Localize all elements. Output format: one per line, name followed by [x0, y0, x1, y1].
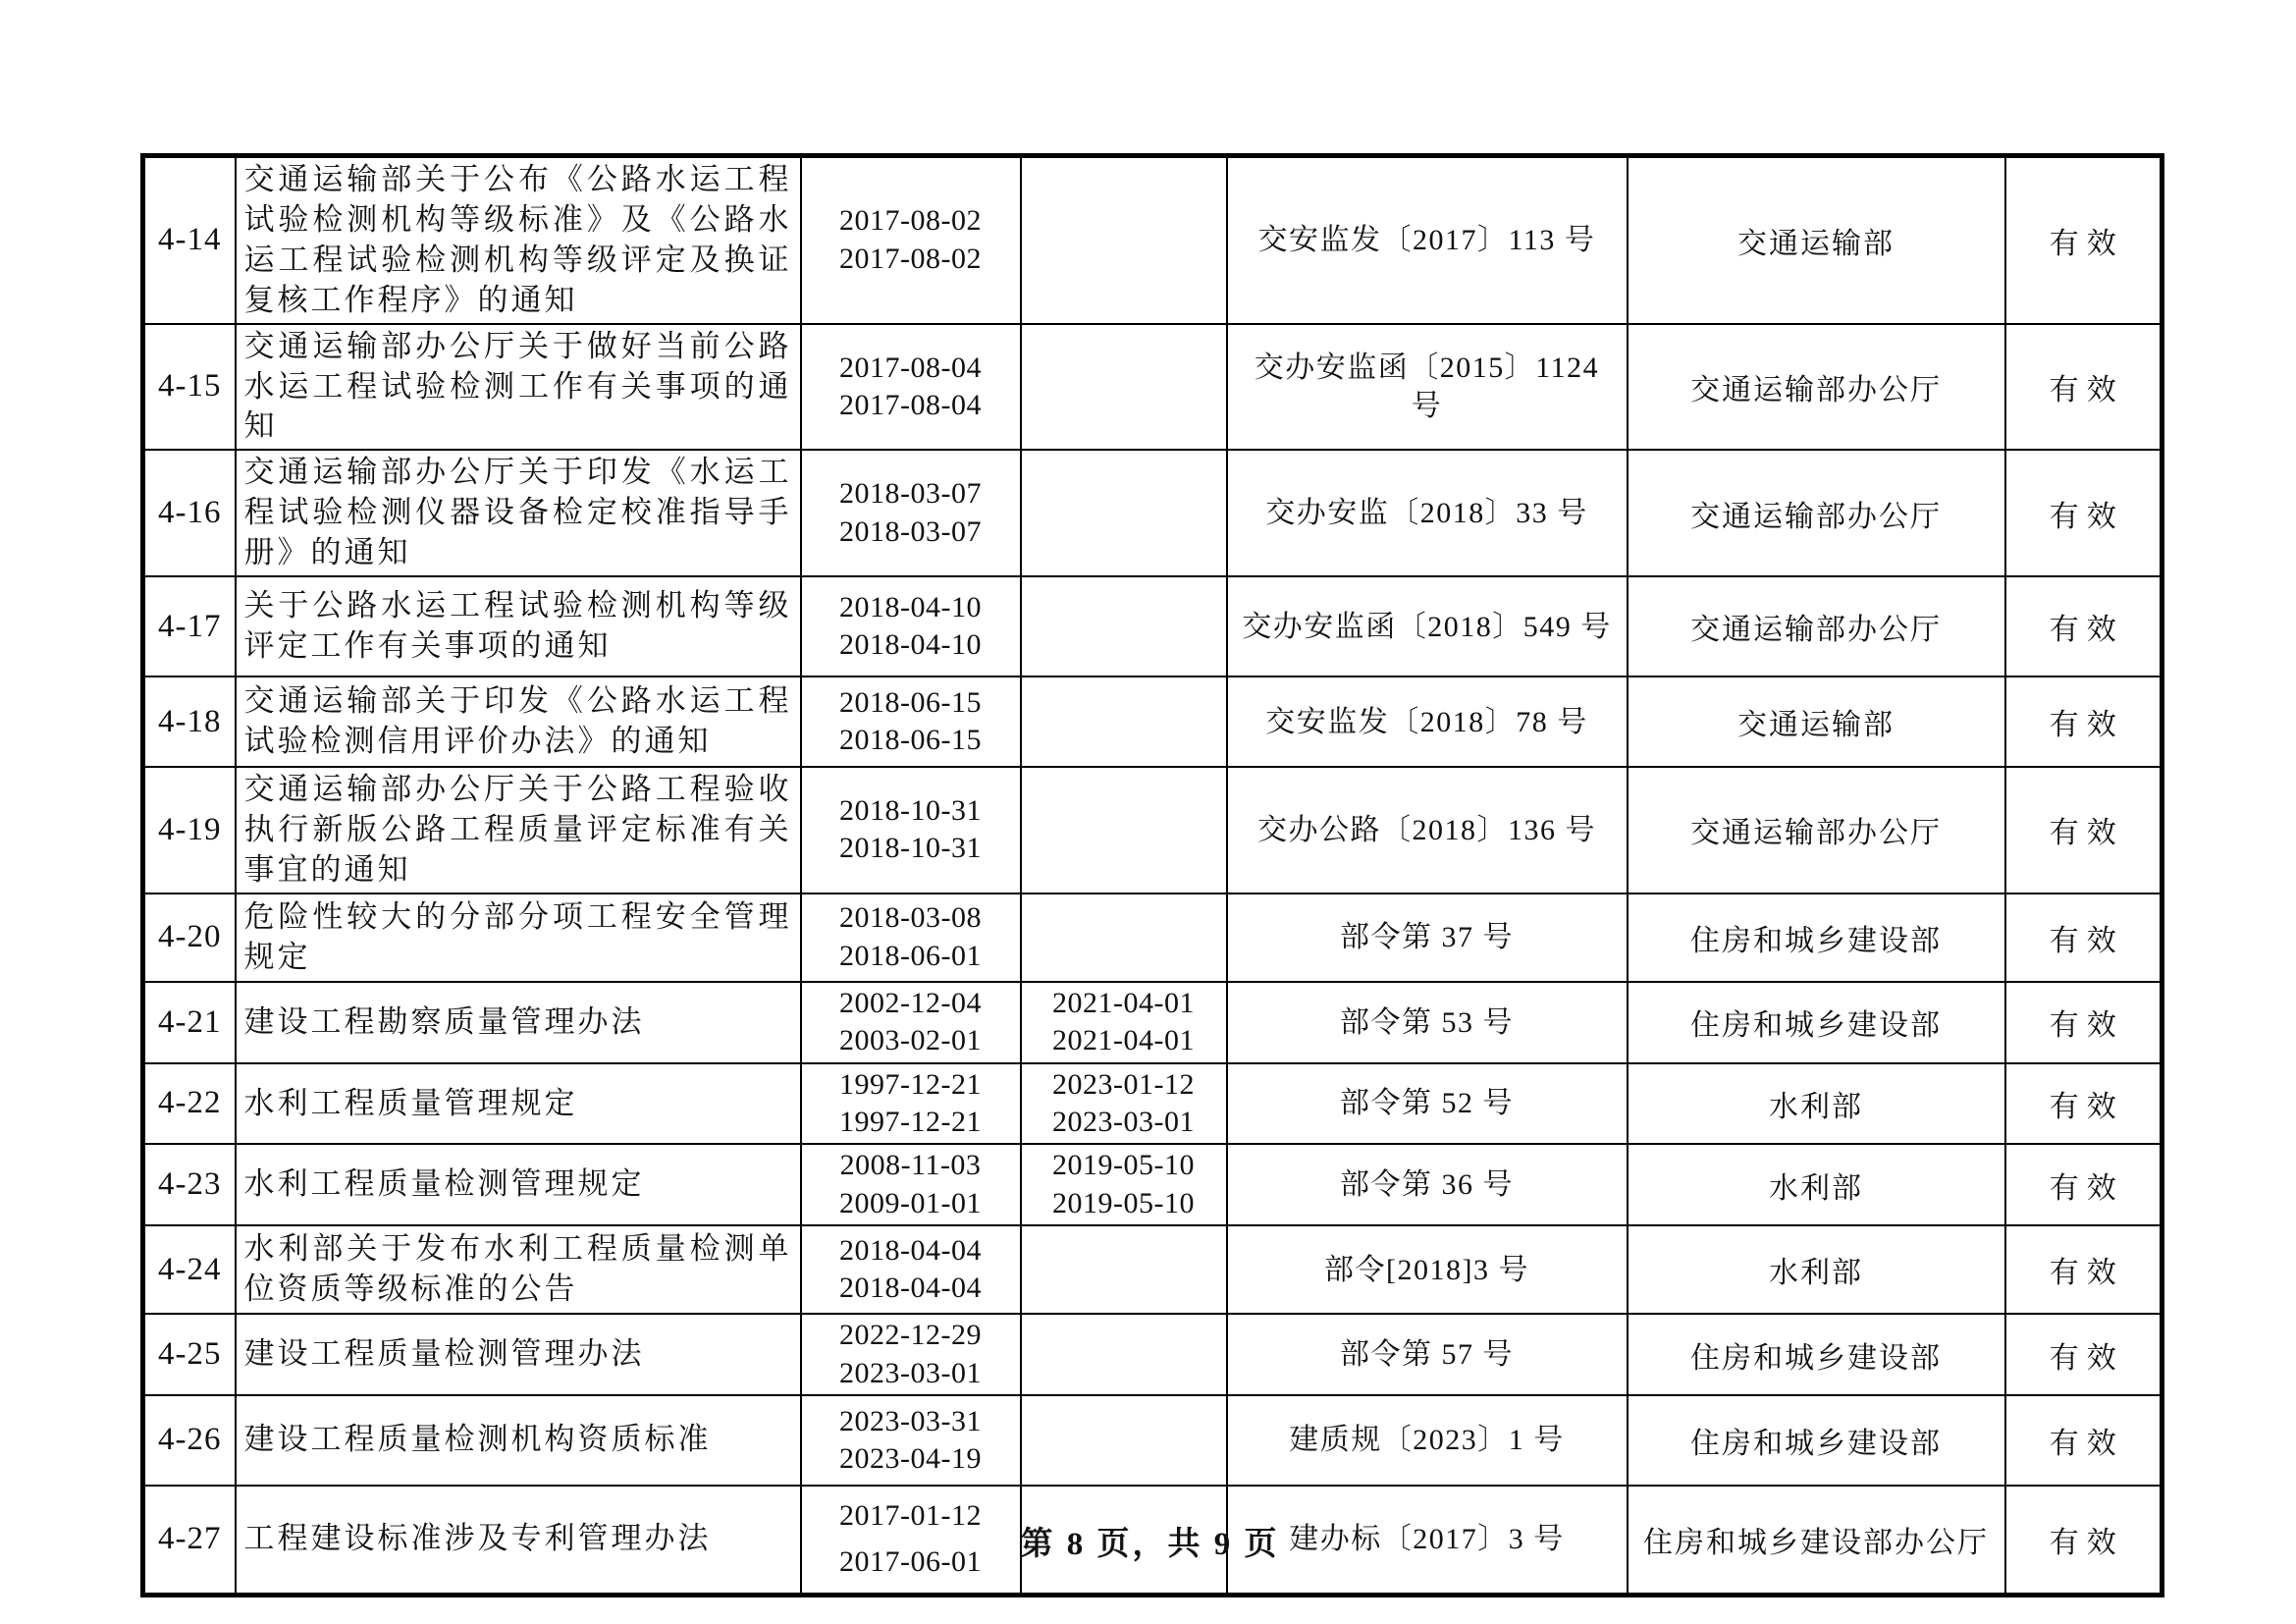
title-cell: [236, 324, 801, 451]
revision-dates-cell: [1021, 677, 1227, 767]
doc-number-cell: [1227, 982, 1628, 1063]
title-cell: [236, 156, 801, 324]
status-cell: [2005, 576, 2163, 677]
revision-dates-cell: [1021, 1225, 1227, 1314]
row-number: 4-21: [158, 1003, 222, 1040]
table-row: [143, 156, 2163, 324]
row-number-cell: [143, 677, 236, 767]
row-number: 4-14: [158, 222, 222, 258]
issue-date: 2018-03-08: [839, 901, 982, 935]
issuer-cell: [1628, 982, 2005, 1063]
revision-effective-date: 2021-04-01: [1052, 1024, 1195, 1057]
issue-dates-cell: [801, 677, 1021, 767]
issue-dates-cell: [801, 450, 1021, 576]
regulation-title: 交通运输部办公厅关于做好当前公路水运工程试验检测工作有关事项的通知: [243, 328, 792, 444]
issuer: 水利部: [1769, 1090, 1863, 1123]
issue-dates-cell: [801, 982, 1021, 1063]
title-cell: [236, 576, 801, 677]
row-number-cell: [143, 893, 236, 982]
table-row: [143, 1314, 2163, 1395]
doc-number: 部令第 36 号: [1340, 1168, 1514, 1202]
doc-number: 建质规〔2023〕1 号: [1289, 1424, 1565, 1457]
issuer: 水利部: [1769, 1171, 1863, 1205]
issue-date: 2017-08-02: [839, 204, 982, 238]
revision-dates-cell: [1021, 893, 1227, 982]
revision-effective-date: 2023-03-01: [1052, 1105, 1195, 1138]
regulation-title: 关于公路水运工程试验检测机构等级评定工作有关事项的通知: [243, 588, 792, 664]
effective-date: 2018-06-15: [839, 724, 982, 757]
issuer: 交通运输部: [1737, 709, 1895, 742]
doc-number-cell: [1227, 324, 1628, 451]
title-cell: [236, 982, 801, 1063]
page-footer: 第 8 页，共 9 页: [1020, 1527, 1280, 1562]
issue-date: 2017-08-04: [839, 351, 982, 384]
status-badge: 有效: [2049, 1341, 2124, 1375]
status-cell: [2005, 1063, 2163, 1145]
regulation-title: 交通运输部关于公布《公路水运工程试验检测机构等级标准》及《公路水运工程试验检测机构等级评定及换证复核工作程序》的通知: [243, 162, 792, 317]
regulation-title: 交通运输部办公厅关于印发《水运工程试验检测仪器设备检定校准指导手册》的通知: [243, 455, 792, 570]
table-row: [143, 1225, 2163, 1314]
effective-date: 2017-08-02: [839, 242, 982, 275]
issue-date: 2018-04-10: [839, 590, 982, 623]
issuer-cell: [1628, 156, 2005, 324]
issuer: 水利部: [1769, 1257, 1863, 1290]
issue-dates-cell: [801, 324, 1021, 451]
row-number: 4-22: [158, 1085, 222, 1121]
regulation-title: 建设工程勘察质量管理办法: [243, 1003, 645, 1039]
issue-dates-cell: [801, 156, 1021, 324]
row-number: 4-25: [158, 1336, 222, 1373]
row-number: 4-17: [158, 608, 222, 644]
status-cell: [2005, 767, 2163, 893]
doc-number-cell: [1227, 1314, 1628, 1395]
status-cell: [2005, 324, 2163, 451]
table-row: [143, 576, 2163, 677]
issue-dates-cell: [801, 1395, 1021, 1486]
doc-number: 部令第 52 号: [1340, 1087, 1514, 1120]
issuer-cell: [1628, 1314, 2005, 1395]
title-cell: [236, 767, 801, 893]
title-cell: [236, 1395, 801, 1486]
row-number: 4-20: [158, 919, 222, 955]
revision-date: 2023-01-12: [1052, 1067, 1195, 1101]
issue-date: 1997-12-21: [839, 1067, 982, 1101]
revision-dates-cell: [1021, 576, 1227, 677]
issuer-cell: [1628, 576, 2005, 677]
row-number: 4-27: [158, 1521, 222, 1557]
status-badge: 有效: [2049, 817, 2124, 850]
issuer: 住房和城乡建设部: [1690, 1341, 1942, 1375]
issue-dates-cell: [801, 1063, 1021, 1145]
row-number: 4-23: [158, 1166, 222, 1203]
status-cell: [2005, 156, 2163, 324]
issue-date: 2008-11-03: [839, 1149, 982, 1182]
effective-date: 2018-03-07: [839, 514, 982, 548]
row-number: 4-26: [158, 1422, 222, 1458]
status-badge: 有效: [2049, 227, 2124, 260]
row-number: 4-15: [158, 368, 222, 405]
status-cell: [2005, 1144, 2163, 1225]
status-badge: 有效: [2049, 1009, 2124, 1043]
status-cell: [2005, 893, 2163, 982]
status-cell: [2005, 1395, 2163, 1486]
revision-dates-cell: [1021, 324, 1227, 451]
row-number: 4-18: [158, 703, 222, 739]
issuer-cell: [1628, 1395, 2005, 1486]
status-badge: 有效: [2049, 1526, 2124, 1559]
effective-date: 2018-10-31: [839, 832, 982, 865]
effective-date: 2009-01-01: [839, 1186, 982, 1219]
regulation-title: 工程建设标准涉及专利管理办法: [243, 1521, 712, 1556]
table-row: [143, 677, 2163, 767]
doc-number: 建办标〔2017〕3 号: [1289, 1523, 1565, 1556]
issue-date: 2023-03-31: [839, 1404, 982, 1437]
doc-number: 交办安监〔2018〕33 号: [1265, 497, 1588, 530]
regulation-title: 水利部关于发布水利工程质量检测单位资质等级标准的公告: [243, 1231, 792, 1307]
status-cell: [2005, 1314, 2163, 1395]
doc-number-cell: [1227, 1063, 1628, 1145]
issuer-cell: [1628, 677, 2005, 767]
issuer: 交通运输部办公厅: [1690, 614, 1942, 647]
revision-date: 2021-04-01: [1052, 986, 1195, 1019]
row-number: 4-19: [158, 811, 222, 847]
doc-number: 部令第 53 号: [1340, 1005, 1514, 1039]
issuer: 住房和城乡建设部: [1690, 1009, 1942, 1043]
row-number-cell: [143, 1314, 236, 1395]
doc-number-cell: [1227, 893, 1628, 982]
status-badge: 有效: [2049, 373, 2124, 406]
effective-date: 1997-12-21: [839, 1105, 982, 1138]
status-cell: [2005, 450, 2163, 576]
status-badge: 有效: [2049, 1257, 2124, 1290]
issuer: 交通运输部办公厅: [1690, 817, 1942, 850]
effective-date: 2003-02-01: [839, 1024, 982, 1057]
table-row: [143, 1144, 2163, 1225]
issuer: 住房和城乡建设部: [1690, 924, 1942, 957]
title-cell: [236, 677, 801, 767]
issue-dates-cell: [801, 1314, 1021, 1395]
issuer-cell: [1628, 1063, 2005, 1145]
issuer-cell: [1628, 1225, 2005, 1314]
row-number-cell: [143, 767, 236, 893]
effective-date: 2018-04-04: [839, 1272, 982, 1305]
row-number: 4-16: [158, 495, 222, 531]
revision-dates-cell: [1021, 1144, 1227, 1225]
effective-date: 2017-08-04: [839, 388, 982, 421]
doc-number: 交安监发〔2018〕78 号: [1265, 705, 1588, 738]
issue-dates-cell: [801, 767, 1021, 893]
status-badge: 有效: [2049, 500, 2124, 533]
status-badge: 有效: [2049, 1171, 2124, 1205]
status-badge: 有效: [2049, 1427, 2124, 1460]
regulations-table: [140, 153, 2164, 1597]
status-badge: 有效: [2049, 1090, 2124, 1123]
doc-number: 交安监发〔2017〕113 号: [1257, 224, 1596, 257]
table-row: [143, 450, 2163, 576]
revision-effective-date: 2019-05-10: [1052, 1186, 1195, 1219]
issue-date: 2018-10-31: [839, 794, 982, 828]
doc-number-cell: [1227, 450, 1628, 576]
doc-number-cell: [1227, 677, 1628, 767]
revision-dates-cell: [1021, 1314, 1227, 1395]
table-row: [143, 1395, 2163, 1486]
status-cell: [2005, 677, 2163, 767]
title-cell: [236, 893, 801, 982]
row-number-cell: [143, 1144, 236, 1225]
issue-date: 2002-12-04: [839, 986, 982, 1019]
doc-number-cell: [1227, 1225, 1628, 1314]
revision-dates-cell: [1021, 450, 1227, 576]
regulation-title: 建设工程质量检测机构资质标准: [243, 1422, 712, 1457]
doc-number: 部令第 37 号: [1340, 921, 1514, 954]
issuer-cell: [1628, 893, 2005, 982]
status-badge: 有效: [2049, 924, 2124, 957]
doc-number: 部令[2018]3 号: [1324, 1253, 1529, 1286]
status-cell: [2005, 1225, 2163, 1314]
issue-date: 2022-12-29: [839, 1319, 982, 1352]
doc-number: 交办安监函〔2015〕1124 号: [1254, 351, 1600, 422]
title-cell: [236, 1225, 801, 1314]
effective-date: 2018-06-01: [839, 939, 982, 972]
effective-date: 2018-04-10: [839, 628, 982, 662]
issue-date: 2018-06-15: [839, 685, 982, 719]
row-number-cell: [143, 1225, 236, 1314]
table-row: [143, 767, 2163, 893]
regulation-title: 水利工程质量管理规定: [243, 1085, 578, 1120]
table-row: [143, 324, 2163, 451]
revision-dates-cell: [1021, 156, 1227, 324]
revision-dates-cell: [1021, 982, 1227, 1063]
regulation-title: 水利工程质量检测管理规定: [243, 1166, 645, 1202]
issuer-cell: [1628, 450, 2005, 576]
issue-dates-cell: [801, 576, 1021, 677]
regulation-title: 危险性较大的分部分项工程安全管理规定: [243, 898, 792, 974]
issue-dates-cell: [801, 1144, 1021, 1225]
issue-dates-cell: [801, 893, 1021, 982]
status-badge: 有效: [2049, 709, 2124, 742]
doc-number-cell: [1227, 156, 1628, 324]
doc-number: 部令第 57 号: [1340, 1338, 1514, 1372]
row-number-cell: [143, 1063, 236, 1145]
doc-number-cell: [1227, 1395, 1628, 1486]
doc-number: 交办安监函〔2018〕549 号: [1242, 610, 1612, 643]
row-number-cell: [143, 450, 236, 576]
row-number: 4-24: [158, 1251, 222, 1287]
regulation-title: 建设工程质量检测管理办法: [243, 1336, 645, 1372]
issuer: 住房和城乡建设部办公厅: [1643, 1526, 1989, 1559]
issuer: 交通运输部办公厅: [1690, 373, 1942, 406]
effective-date: 2017-06-01: [839, 1545, 982, 1579]
revision-dates-cell: [1021, 1063, 1227, 1145]
revision-dates-cell: [1021, 1395, 1227, 1486]
revision-dates-cell: [1021, 767, 1227, 893]
issuer: 交通运输部办公厅: [1690, 500, 1942, 533]
doc-number: 交办公路〔2018〕136 号: [1257, 813, 1596, 846]
doc-number-cell: [1227, 1144, 1628, 1225]
row-number-cell: [143, 982, 236, 1063]
row-number-cell: [143, 324, 236, 451]
issue-date: 2017-01-12: [839, 1498, 982, 1532]
title-cell: [236, 1144, 801, 1225]
doc-number-cell: [1227, 767, 1628, 893]
table-row: [143, 982, 2163, 1063]
revision-date: 2019-05-10: [1052, 1149, 1195, 1182]
status-badge: 有效: [2049, 614, 2124, 647]
issue-dates-cell: [801, 1225, 1021, 1314]
title-cell: [236, 1314, 801, 1395]
issuer-cell: [1628, 324, 2005, 451]
effective-date: 2023-03-01: [839, 1356, 982, 1389]
regulation-title: 交通运输部关于印发《公路水运工程试验检测信用评价办法》的通知: [243, 683, 792, 759]
issue-date: 2018-04-04: [839, 1233, 982, 1267]
effective-date: 2023-04-19: [839, 1441, 982, 1475]
table-row: [143, 1063, 2163, 1145]
row-number-cell: [143, 576, 236, 677]
title-cell: [236, 450, 801, 576]
issuer: 住房和城乡建设部: [1690, 1427, 1942, 1460]
issue-date: 2018-03-07: [839, 477, 982, 511]
status-cell: [2005, 982, 2163, 1063]
issuer-cell: [1628, 1144, 2005, 1225]
title-cell: [236, 1063, 801, 1145]
issuer: 交通运输部: [1737, 227, 1895, 260]
doc-number-cell: [1227, 576, 1628, 677]
row-number-cell: [143, 156, 236, 324]
row-number-cell: [143, 1395, 236, 1486]
issuer-cell: [1628, 767, 2005, 893]
regulation-title: 交通运输部办公厅关于公路工程验收执行新版公路工程质量评定标准有关事宜的通知: [243, 772, 792, 887]
table-row: [143, 893, 2163, 982]
